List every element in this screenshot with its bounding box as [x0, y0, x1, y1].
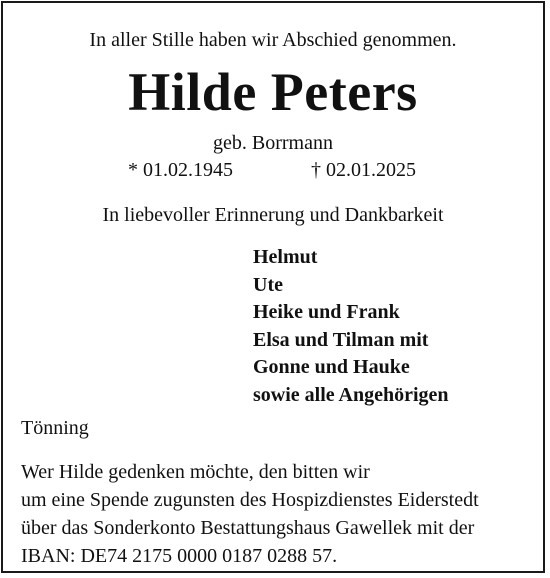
mourner-name: sowie alle Angehörigen [253, 383, 449, 406]
donation-line: über das Sonderkonto Bestattungshaus Gawellek mit der [21, 517, 475, 539]
donation-line: IBAN: DE74 2175 0000 0187 0288 57. [21, 545, 338, 567]
obituary-frame [1, 1, 545, 573]
memory-line: In liebevoller Erinnerung und Dankbarkeit [102, 204, 444, 226]
mourner-name: Heike und Frank [253, 301, 400, 324]
mourners-list [253, 244, 449, 410]
mourner-name: Helmut [253, 246, 318, 268]
birth-date: * 01.02.1945 [128, 159, 233, 181]
donation-text [21, 458, 479, 570]
maiden-name: geb. Borrmann [213, 132, 333, 154]
donation-line: um eine Spende zugunsten des Hospizdienstes Eiderstedt [21, 489, 479, 511]
mourner-name: Gonne und Hauke [253, 356, 410, 379]
mourner-name: Ute [253, 273, 283, 296]
place-name: Tönning [21, 417, 89, 439]
donation-line: Wer Hilde gedenken möchte, den bitten wir [21, 461, 370, 483]
deceased-name: Hilde Peters [128, 62, 418, 122]
death-date: † 02.01.2025 [311, 159, 416, 181]
intro-line: In aller Stille haben wir Abschied genommen. [89, 29, 457, 51]
mourner-name: Elsa und Tilman mit [253, 328, 429, 351]
